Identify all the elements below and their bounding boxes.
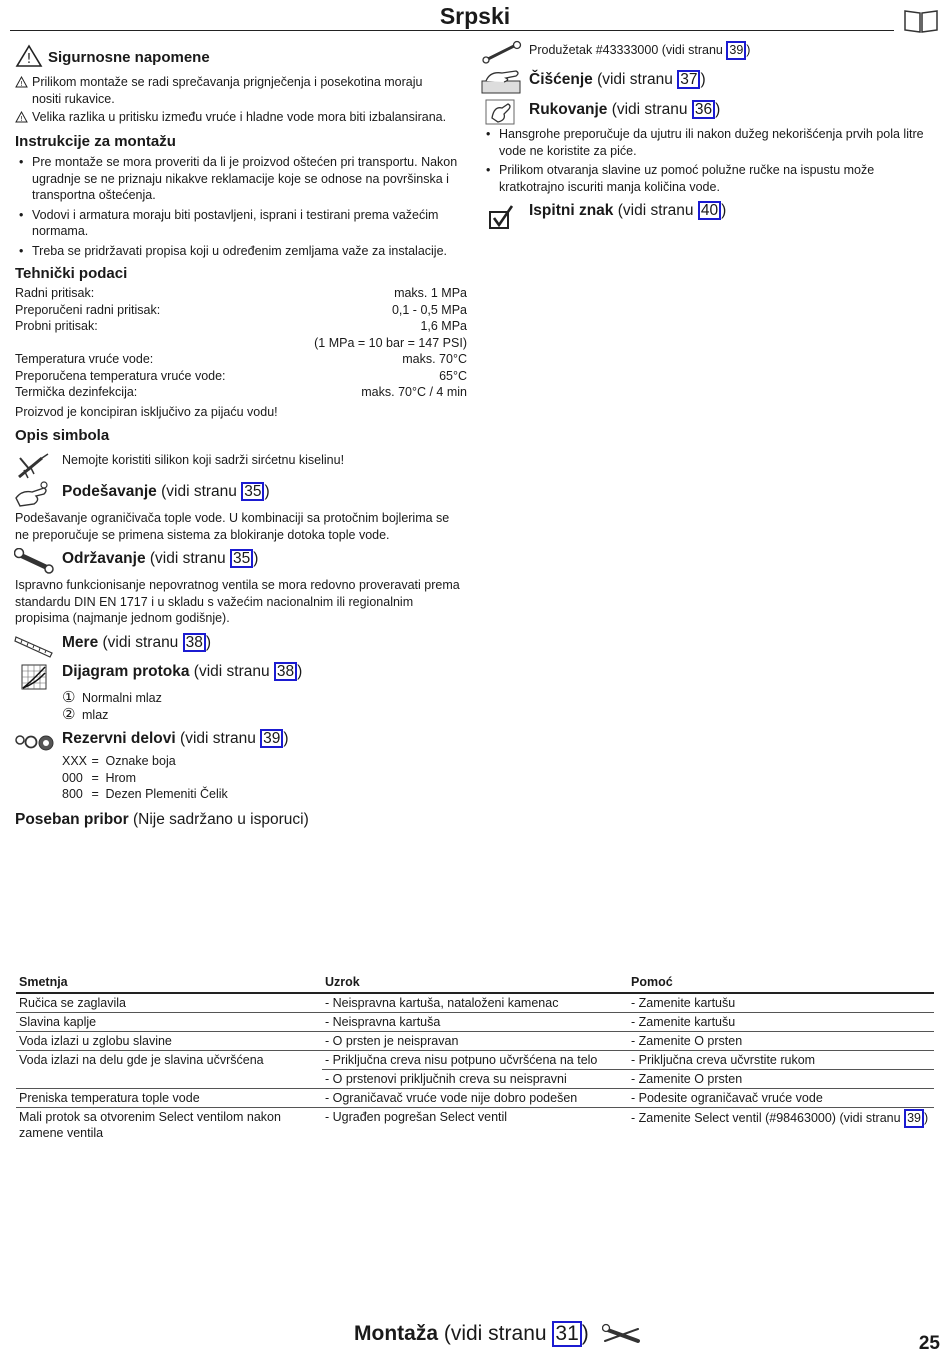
svg-text:!: ! — [20, 80, 23, 88]
table-row: Slavina kaplje - Neispravna kartuša - Zamenite kartušu — [16, 1012, 934, 1031]
flow-heading: Dijagram protoka (vidi stranu 38 ) — [62, 663, 303, 680]
tech-row: Radni pritisak: maks. 1 MPa — [15, 286, 467, 300]
cleaning-heading: Čišćenje (vidi stranu 37 ) — [529, 71, 706, 88]
cleaning-hand-icon — [480, 67, 522, 95]
checkmark-box-icon — [488, 204, 516, 230]
table-row: - O prstenovi priključnih creva su neispravni - Zamenite O prsten — [16, 1069, 934, 1088]
tech-title: Tehnički podaci — [15, 265, 128, 282]
maint-text: Ispravno funkcionisanje nepovratnog ventila se mora redovno proveravati prema standardu DIN EN 1717 i u skladu s važećim nacionalnim ili regionalnim propisima (najmanje jednom godišnje). — [15, 578, 460, 625]
adjust-text: Podešavanje ograničivača tople vode. U kombinaciji sa protočnim bojlerima se ne preporučuje se primena sistema za blokiranje dotoka tople vode. — [15, 511, 450, 542]
page-number: 25 — [918, 1333, 940, 1354]
spare-code-row: XXX = Oznake boja — [62, 754, 176, 768]
safety-title: Sigurnosne napomene — [48, 49, 210, 66]
spare-code-row: 000 = Hrom — [62, 770, 137, 785]
maint-heading: Održavanje (vidi stranu 35 ) — [62, 550, 259, 567]
extension-wrench-icon — [482, 40, 522, 64]
wrench-icon — [14, 548, 54, 574]
maint-page-link[interactable]: 35 — [230, 549, 253, 568]
table-header-row — [16, 973, 934, 993]
tech-row: Preporučena temperatura vruće vode: 65°C — [15, 368, 467, 383]
handling-page-link[interactable]: 36 — [692, 100, 715, 119]
handling-list — [482, 126, 927, 195]
header-rule — [10, 30, 894, 31]
tech-row: Preporučeni radni pritisak: 0,1 - 0,5 MPa — [15, 302, 467, 317]
table-row: Voda izlazi u zglobu slavine - O prsten je neispravan - Zamenite O prsten — [16, 1031, 934, 1050]
install-title: Instrukcije za montažu — [15, 133, 176, 150]
flow-diagram-icon — [20, 663, 48, 691]
tech-row: Termička dezinfekcija: maks. 70°C / 4 min — [15, 385, 467, 399]
hand-adjust-icon — [14, 480, 50, 508]
flow-page-link[interactable]: 38 — [274, 662, 297, 681]
handling-item: • Hansgrohe preporučuje da ujutru ili nakon dužeg nekorišćenja prvih pola litre vode ne koristite za piće. — [482, 126, 927, 159]
tech-row: Temperatura vruće vode: maks. 70°C — [15, 352, 467, 366]
silicone-gun-icon — [16, 452, 50, 480]
safety-list — [15, 74, 455, 126]
ruler-icon — [14, 633, 54, 659]
assembly-page-link[interactable]: 31 — [552, 1321, 581, 1347]
header-cause: Uzrok — [322, 973, 628, 993]
adjust-heading: Podešavanje (vidi stranu 35 ) — [62, 483, 270, 500]
table-row: Ručica se zaglavila - Neispravna kartuša, nataloženi kamenac - Zamenite kartušu — [16, 993, 934, 1013]
handling-icon — [482, 98, 518, 126]
safety-item: ! Velika razlika u pritisku između vruće i hladne vode mora biti izbalansirana. — [15, 109, 455, 126]
tech-data — [15, 285, 467, 420]
tech-row: Probni pritisak: 1,6 MPa — [15, 319, 467, 333]
book-icon — [904, 8, 938, 34]
spare-codes — [62, 753, 228, 803]
header-fix: Pomoć — [628, 973, 934, 993]
spare-parts-icon — [14, 730, 56, 754]
table-row: Preniska temperatura tople vode - Ograničavač vruće vode nije dobro podešen - Podesite ograničavač vruće vode — [16, 1088, 934, 1107]
svg-text:!: ! — [20, 115, 23, 123]
dims-page-link[interactable]: 38 — [183, 633, 206, 652]
tech-row: (1 MPa = 10 bar = 147 PSI) — [314, 335, 467, 350]
dims-heading: Mere (vidi stranu 38 ) — [62, 634, 212, 651]
handling-heading: Rukovanje (vidi stranu 36 ) — [529, 101, 721, 118]
header-fault: Smetnja — [16, 973, 322, 993]
cleaning-page-link[interactable]: 37 — [677, 70, 700, 89]
spare-code-row: 800 = Dezen Plemeniti Čelik — [62, 787, 228, 801]
test-page-link[interactable]: 40 — [698, 201, 721, 220]
spare-page-link[interactable]: 39 — [260, 729, 283, 748]
adjust-page-link[interactable]: 35 — [241, 482, 264, 501]
extension-page-link[interactable]: 39 — [726, 41, 746, 60]
symbols-title: Opis simbola — [15, 427, 110, 444]
troubleshooting-table — [16, 973, 934, 1142]
warning-icon — [15, 44, 43, 68]
silicone-warning: Nemojte koristiti silikon koji sadrži sirćetnu kiselinu! — [62, 453, 345, 467]
flow-legend-item: ① Normalni mlaz — [62, 689, 162, 706]
table-row: Voda izlazi na delu gde je slavina učvršćena - Priključna creva nisu potpuno učvršćena na telo - Priključna creva učvrstite rukom — [16, 1050, 934, 1069]
safety-item: ! Prilikom montaže se radi sprečavanja prignječenja i posekotina moraju nositi rukavice. — [15, 74, 455, 107]
select-valve-page-link[interactable]: 39 — [904, 1109, 924, 1128]
test-heading: Ispitni znak (vidi stranu 40 ) — [529, 202, 727, 219]
install-item: • Pre montaže se mora proveriti da li je proizvod oštećen pri transportu. Nakon ugradnje se ne priznaju nikakve reklamacije koje se odnose na površinska i transportna oštećenja. — [15, 154, 460, 204]
flow-legend — [62, 690, 162, 723]
page-title: Srpski — [439, 3, 511, 29]
install-item: • Vodovi i armatura moraju biti postavljeni, isprani i testirani prema važećim normama. — [15, 207, 460, 240]
spare-heading: Rezervni delovi (vidi stranu 39 ) — [62, 730, 289, 747]
warning-icon — [15, 76, 28, 88]
extension-line: Produžetak #43333000 (vidi stranu 39 ) — [529, 41, 750, 60]
svg-text:!: ! — [26, 52, 32, 67]
special-accessories: Poseban pribor (Nije sadržano u isporuci) — [15, 811, 309, 828]
assembly-footer: Montaža (vidi stranu 31 ) — [354, 1322, 589, 1345]
tech-note: Proizvod je koncipiran isključivo za pijaću vodu! — [15, 404, 278, 419]
install-item: • Treba se pridržavati propisa koji u određenim zemljama važe za instalacije. — [15, 243, 460, 260]
flow-legend-item: ② mlaz — [62, 705, 109, 723]
handling-item: • Prilikom otvaranja slavine uz pomoć polužne ručke na ispustu može kratkotrajno iscuriti manja količina vode. — [482, 162, 927, 195]
warning-icon — [15, 111, 28, 123]
table-row: Mali protok sa otvorenim Select ventilom nakon zamene ventila - Ugrađen pogrešan Select ventil - Zamenite Select ventil (#98463000) (vidi stranu 39 ) — [19, 1109, 929, 1140]
tools-icon — [602, 1323, 642, 1347]
install-list — [15, 154, 460, 259]
